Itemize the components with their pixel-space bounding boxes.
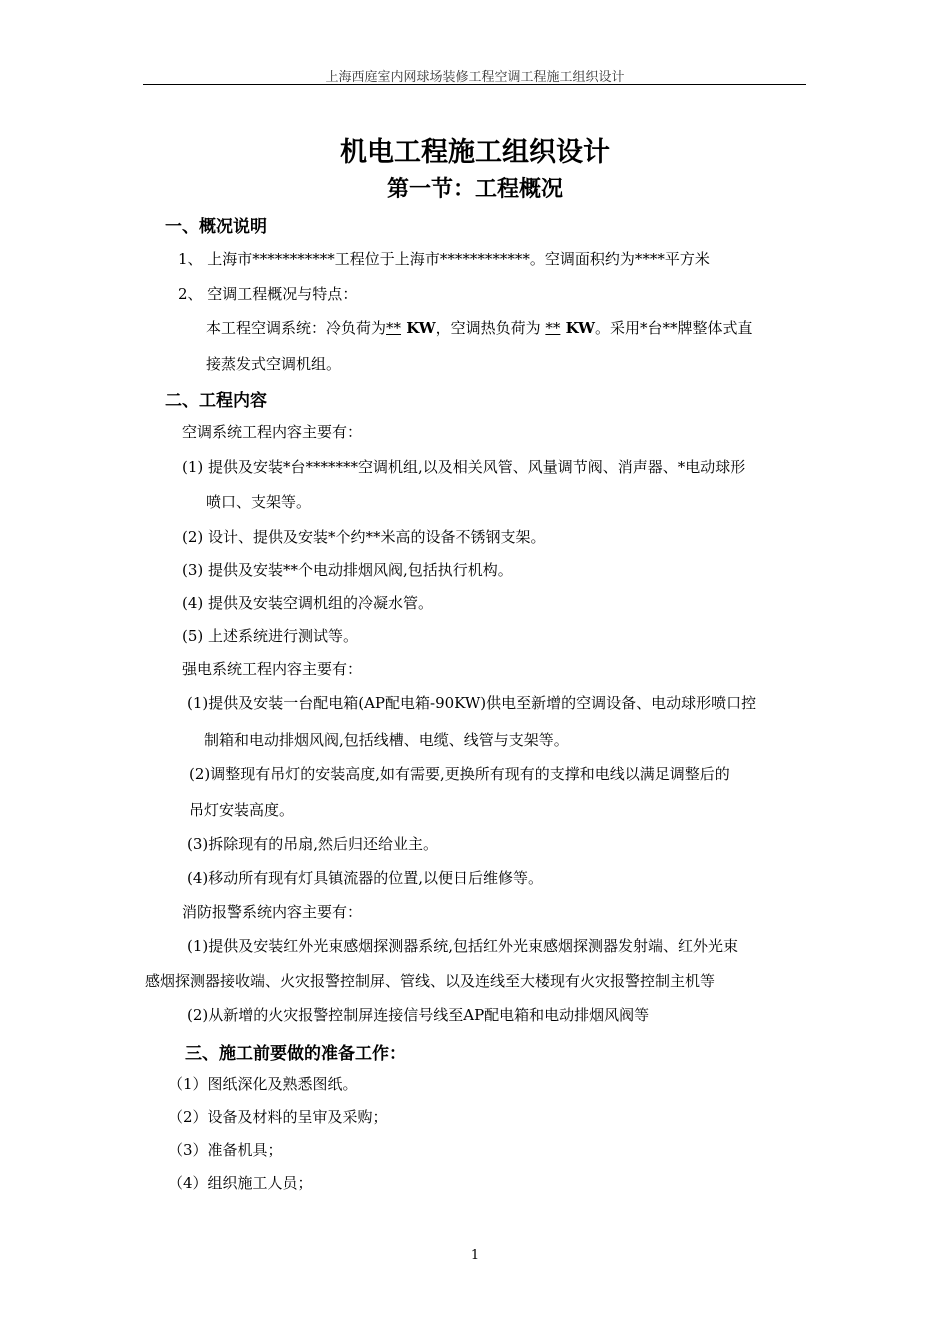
ac-intro: 空调系统工程内容主要有： — [182, 423, 363, 441]
electrical-item-3: (3)拆除现有的吊扇,然后归还给业主。 — [187, 835, 439, 853]
electrical-item-2-cont: 吊灯安装高度。 — [189, 801, 295, 819]
ac-item-4: (4) 提供及安装空调机组的冷凝水管。 — [182, 594, 434, 612]
cooling-load-unit: KW — [401, 319, 436, 337]
electrical-item-2: (2)调整现有吊灯的安装高度,如有需要,更换所有现有的支撑和电线以满足调整后的 — [189, 765, 730, 783]
ac-item-1: (1) 提供及安装*台*******空调机组,以及相关风管、风量调节阀、消声器、*电动球形 — [182, 458, 746, 476]
heating-load-value: ** — [545, 319, 561, 337]
heading-overview: 一、概况说明 — [165, 217, 267, 237]
ac-item-1-cont: 喷口、支架等。 — [206, 493, 312, 511]
para-text: 本工程空调系统：冷负荷为 — [206, 319, 387, 337]
fire-alarm-intro: 消防报警系统内容主要有： — [182, 903, 363, 921]
ac-item-2: (2) 设计、提供及安装*个约**米高的设备不锈钢支架。 — [182, 528, 546, 546]
prep-item-4: （4）组织施工人员； — [168, 1174, 313, 1192]
electrical-item-4: (4)移动所有现有灯具镇流器的位置,以便日后维修等。 — [187, 869, 544, 887]
header-rule — [143, 84, 806, 85]
electrical-item-1-cont: 制箱和电动排烟风阀,包括线槽、电缆、线管与支架等。 — [204, 731, 569, 749]
prep-item-3: （3）准备机具； — [168, 1141, 283, 1159]
para-text: ，空调热负荷为 — [435, 319, 546, 337]
electrical-intro: 强电系统工程内容主要有： — [182, 660, 363, 678]
fire-alarm-item-2: (2)从新增的火灾报警控制屏连接信号线至AP配电箱和电动排烟风阀等 — [187, 1006, 650, 1024]
overview-item-1: 1、 上海市***********工程位于上海市************。空调面积约为****平方米 — [178, 250, 710, 268]
fire-alarm-item-1-cont: 感烟探测器接收端、火灾报警控制屏、管线、以及连线至大楼现有火灾报警控制主机等 — [145, 972, 716, 990]
prep-item-2: （2）设备及材料的呈审及采购； — [168, 1108, 388, 1126]
document-title: 机电工程施工组织设计 — [340, 137, 610, 168]
cooling-load-value: ** — [386, 319, 402, 337]
ac-item-5: (5) 上述系统进行测试等。 — [182, 627, 359, 645]
page-number: 1 — [470, 1248, 480, 1263]
fire-alarm-item-1: (1)提供及安装红外光束感烟探测器系统,包括红外光束感烟探测器发射端、红外光束 — [187, 937, 739, 955]
section-title: 第一节：工程概况 — [386, 176, 563, 202]
heating-load-unit: KW — [560, 319, 595, 337]
page-header: 上海西庭室内网球场装修工程空调工程施工组织设计 — [325, 70, 625, 85]
overview-paragraph-cont: 接蒸发式空调机组。 — [206, 355, 342, 373]
overview-item-2: 2、 空调工程概况与特点： — [178, 285, 358, 303]
electrical-item-1: (1)提供及安装一台配电箱(AP配电箱-90KW)供电至新增的空调设备、电动球形喷口控 — [187, 694, 757, 712]
heading-scope: 二、工程内容 — [165, 391, 267, 411]
ac-item-3: (3) 提供及安装**个电动排烟风阀,包括执行机构。 — [182, 561, 513, 579]
heading-preparation: 三、施工前要做的准备工作： — [185, 1044, 406, 1064]
prep-item-1: （1）图纸深化及熟悉图纸。 — [168, 1075, 358, 1093]
para-text: 。采用*台**牌整体式直 — [594, 319, 753, 337]
overview-paragraph — [206, 317, 752, 338]
